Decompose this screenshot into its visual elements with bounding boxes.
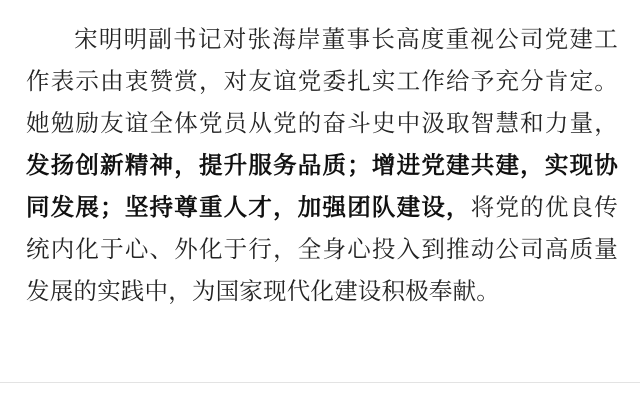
body-paragraph	[26, 18, 618, 312]
paragraph-segment-lead: 宋明明副书记对张海岸董事长高度重视公司党建工作表示由衷赞赏，对友谊党委扎实工作给予充分肯定。她勉励友谊全体党员从党的奋斗史中汲取智慧和力量，	[26, 26, 618, 136]
paragraph-segment-emphasis: 发扬创新精神，提升服务品质；增进党建共建，实现协同发展；坚持尊重人才，加强团队建设，	[26, 152, 618, 220]
paragraph-segment-tail: 将党的优良传统内化于心、外化于行，全身心投入到推动公司高质量发展的实践中，为国家现代化建设积极奉献。	[26, 194, 618, 304]
bottom-divider	[0, 382, 640, 383]
